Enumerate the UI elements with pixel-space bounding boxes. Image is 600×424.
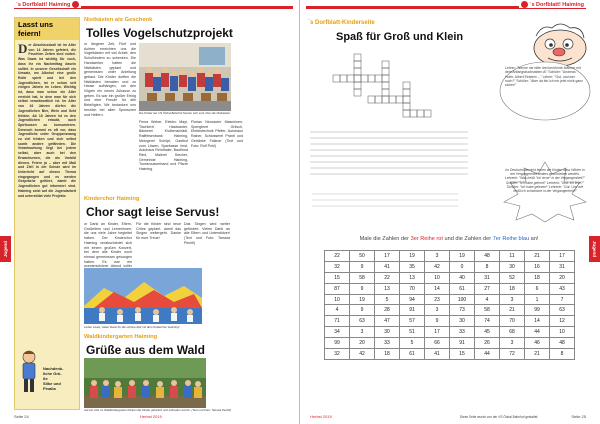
grid-cell[interactable]: 45 bbox=[475, 327, 500, 338]
grid-cell[interactable]: 58 bbox=[350, 272, 375, 283]
grid-cell[interactable]: 18 bbox=[525, 272, 550, 283]
grid-row bbox=[325, 294, 575, 305]
grid-cell[interactable]: 33 bbox=[450, 327, 475, 338]
grid-cell[interactable]: 22 bbox=[325, 251, 350, 262]
grid-cell[interactable]: 30 bbox=[500, 261, 525, 272]
issue-date-right: Herbst 2019 bbox=[310, 414, 332, 419]
grid-cell[interactable]: 9 bbox=[425, 316, 450, 327]
article2-text-col1: or Dank an Kinder, Eltern, Großeltern und Lehrerinnen, die uns viele Jahre begleitet haben. Der Kinderchor Haiming verabschiedet sich mit einem großen Konzert, bei dem alle Kinder noch einmal gemeinsam gesungen haben. Es war ein wunderschöner Abend voller bbox=[84, 222, 132, 269]
grid-cell[interactable]: 0 bbox=[450, 261, 475, 272]
grid-cell[interactable]: 50 bbox=[350, 251, 375, 262]
grid-cell[interactable]: 3 bbox=[425, 251, 450, 262]
cartoon-face-icon bbox=[530, 18, 590, 66]
kids-page-title: Spaß für Groß und Klein bbox=[336, 31, 464, 43]
grid-cell[interactable]: 68 bbox=[500, 327, 525, 338]
grid-cell[interactable]: 11 bbox=[500, 251, 525, 262]
grid-cell[interactable]: 44 bbox=[525, 327, 550, 338]
grid-cell[interactable]: 19 bbox=[450, 251, 475, 262]
grid-cell[interactable]: 4 bbox=[475, 294, 500, 305]
right-page bbox=[300, 0, 600, 424]
article1-text-col1: or längerer Zeit, Fünf und Achten erreichten uns die Vogelkästen mit viel Arbeit, den Schulkindern zu schenken. Die Handwerker hatten die Nistkästen geplant und gemeinsam unter Anleitung gebaut. Die Kinder durften die Nistkästen bemalen und zu Hause aufhängen, um den Vögeln ein neues Zuhause zu geben. Es war ein großer Erfolg und eine Freude für alle Beteiligten. Wir bedanken uns herzlich bei allen Sponsoren und Helfern. bbox=[84, 42, 136, 117]
grid-cell[interactable]: 15 bbox=[325, 272, 350, 283]
grid-cell[interactable]: 21 bbox=[500, 305, 525, 316]
article2-text-col3: Das Singen wird weiter gefördert. Vielen Dank an alle Eltern und Unterstützer! (Text und Foto: Tamara Pechtl) bbox=[184, 222, 230, 245]
grid-cell[interactable]: 18 bbox=[500, 283, 525, 294]
grid-cell[interactable]: 19 bbox=[350, 294, 375, 305]
masthead-text: ´s Dorfblatt! Haiming bbox=[16, 1, 71, 8]
article2-text-col2: Für die Kinder sind neue Chöre geplant, damit das Singen weitergeht. Danke für eure Treue! bbox=[136, 222, 181, 241]
article3-title: Grüße aus dem Wald bbox=[86, 343, 205, 357]
grid-row bbox=[325, 251, 575, 262]
grid-cell[interactable]: 15 bbox=[450, 349, 475, 360]
article1-text-col2: Firma Weber, Elektro Mayr, Tischlerei Haslwanter, Bäckerei Kluibenschädl, Raiffeisenbank Haiming, Metzgerei Schöpf, Gasthof zum Löwen, Sparkasse Imst, Autohaus Reinthaler, Baufirma Riml, Malerei Stecher, Gemeinde Haiming, Tourismusverband und Pfarre Haiming. bbox=[139, 120, 188, 172]
grid-cell[interactable]: 7 bbox=[550, 294, 575, 305]
grid-cell[interactable]: 31 bbox=[475, 272, 500, 283]
grid-cell[interactable]: 71 bbox=[325, 316, 350, 327]
grid-row bbox=[325, 349, 575, 360]
grid-cell[interactable]: 30 bbox=[450, 316, 475, 327]
grid-cell[interactable]: 43 bbox=[550, 283, 575, 294]
number-grid-instruction: Male die Zahlen der 3er Reihe rot und die Zahlen der 7er Reihe blau an! bbox=[359, 236, 539, 242]
grid-cell[interactable]: 48 bbox=[475, 251, 500, 262]
grid-cell[interactable]: 99 bbox=[525, 305, 550, 316]
article2-kicker: Kinderchor Haiming bbox=[84, 196, 140, 202]
joke-text-2: Im Deutschunterricht lernen die Kinder, dass Wörter in der Vergangenheit anders geschrieben werden. Lehrerin: "Was heißt "ich lerne" in der Vergangenheit?" Schüler: "Ich habe gelernt!" Lehrerin: "Und: ich lese?" Schüler: "Ich habe gelesen!" Lehrerin: "Gut. Und wie heißt ich schwimme in der Vergangenheit?" bbox=[504, 168, 585, 194]
grid-cell[interactable]: 12 bbox=[550, 316, 575, 327]
grid-cell[interactable]: 100 bbox=[450, 294, 475, 305]
sidebar-signature: Nachdenk- liche Grü- ße Silke und Finalia bbox=[43, 366, 64, 391]
grid-cell[interactable]: 99 bbox=[325, 338, 350, 349]
joke-text-1: Lehrer: "Nenne mir bitte drei berühmte Männer mit dem Anfangsbuchstaben A!" Schüler: "Andreas Hofer, Albert Einstein ..." Lehrer: "Gut, und wer noch?" Schüler: "Aber da bin ich mir jetzt nicht ganz sicher!" bbox=[505, 66, 583, 88]
grid-cell[interactable]: 41 bbox=[375, 261, 400, 272]
grid-cell[interactable]: 23 bbox=[425, 294, 450, 305]
grid-cell[interactable]: 10 bbox=[550, 327, 575, 338]
grid-cell[interactable]: 72 bbox=[500, 349, 525, 360]
grid-cell[interactable]: 5 bbox=[375, 294, 400, 305]
grid-row bbox=[325, 327, 575, 338]
article3-photo bbox=[84, 358, 206, 408]
kids-page-kicker: ´s Dorfblatt-Kinderseite bbox=[308, 20, 375, 26]
article3-caption: Auf ein Jahr im Waldkindergarten blicken die Kinder glücklich und zufrieden zurück. (Text und Foto: Tamara Pechtl) bbox=[84, 408, 232, 412]
article1-text-col3: Florian Neurauter Maschinen, Spenglerei Gritsch, Elektrotechnik Pfeifer, Autohaus Rainer, Schlosserei Prantl und Getränke Falkner (Text und Foto: Rolf Pohl) bbox=[191, 120, 243, 148]
grid-cell[interactable]: 9 bbox=[350, 305, 375, 316]
article2-caption: Lieber Leute, vielen Dank für die schöne Zeit mit dem Kinderchor Haiming! bbox=[84, 325, 180, 329]
grid-cell[interactable]: 30 bbox=[375, 327, 400, 338]
grid-cell[interactable]: 27 bbox=[475, 283, 500, 294]
masthead-text: ´s Dorfblatt! Haiming bbox=[529, 1, 584, 8]
sidebar-title: Lasst uns feiern! bbox=[15, 18, 79, 40]
grid-cell[interactable]: 61 bbox=[400, 349, 425, 360]
grid-cell[interactable]: 40 bbox=[450, 272, 475, 283]
grid-cell[interactable]: 63 bbox=[550, 305, 575, 316]
issue-date-left: Herbst 2019 bbox=[140, 414, 162, 419]
grid-cell[interactable]: 44 bbox=[475, 349, 500, 360]
grid-cell[interactable]: 10 bbox=[325, 294, 350, 305]
page-number-right: Seite 25 bbox=[571, 414, 586, 419]
grid-cell[interactable]: 91 bbox=[450, 338, 475, 349]
grid-cell[interactable]: 17 bbox=[425, 327, 450, 338]
grid-cell[interactable]: 13 bbox=[375, 283, 400, 294]
grid-cell[interactable]: 42 bbox=[350, 349, 375, 360]
grid-row bbox=[325, 305, 575, 316]
grid-cell[interactable]: 17 bbox=[550, 251, 575, 262]
grid-cell[interactable]: 18 bbox=[375, 349, 400, 360]
sidebar-text: Der Abschlussball ist im Alter von 14 Jahren gefeiert, die Feuchten Zeiten sind vorbei. Was Dawa ist wichtig für euch, dass ihr ein Nachmittag dasein solltet. In unserer Gesellschaft ein Umsatz, wo Alkohol eine große Rolle spielt und bei den Jugendlichen, ist er schon seit einigen Jahren im Leben. Wichtig ist, dass man schon ein Alter erreicht hat, in dem man für sich selbst verantwortlich ist. Im Alter von 16 Jahren dürfen die Jugendlichen Bier, Wein und Sekt trinken. Ab 18 Jahren ist es den Jugendlichen erlaubt, auch Spirituosen zu konsumieren. Dennoch kommt es oft vor, dass Jugendliche unter Gruppenzwang zu viel trinken und sich selbst sowie andere gefährden. Die Verantwortung liegt bei jedem selbst, aber auch bei den Erwachsenen, die als Vorbild dienen. Feiern ja – aber mit Maß und Ziel! In der Schule wird im Unterricht auf dieses Thema eingegangen und es werden Gespräche geführt, damit die Jugendlichen gut informiert sind. Haiming setzt auf die Jugendarbeit und unterstützt viele Projekte. bbox=[18, 41, 76, 198]
dropcap: D bbox=[18, 41, 28, 56]
grid-cell[interactable]: 3 bbox=[425, 305, 450, 316]
dorfblatt-logo-icon bbox=[72, 1, 79, 8]
grid-cell[interactable]: 33 bbox=[375, 338, 400, 349]
article2-title: Chor sagt leise Servus! bbox=[86, 205, 220, 219]
section-tab: Jugend bbox=[0, 236, 11, 262]
grid-cell[interactable]: 14 bbox=[525, 316, 550, 327]
grid-cell[interactable]: 51 bbox=[400, 327, 425, 338]
grid-cell[interactable]: 20 bbox=[350, 338, 375, 349]
grid-cell[interactable]: 70 bbox=[400, 283, 425, 294]
grid-cell[interactable]: 57 bbox=[400, 316, 425, 327]
grid-cell[interactable]: 20 bbox=[550, 272, 575, 283]
masthead-left bbox=[14, 1, 81, 8]
grid-cell[interactable]: 31 bbox=[550, 261, 575, 272]
article1-caption: Die Kinder der VS Ötztal-Bahnhof freuten sich sehr über die Nistkästen. bbox=[139, 111, 231, 115]
grid-cell[interactable]: 10 bbox=[425, 272, 450, 283]
grid-cell[interactable]: 9 bbox=[350, 261, 375, 272]
grid-cell[interactable]: 5 bbox=[400, 338, 425, 349]
grid-row bbox=[325, 338, 575, 349]
grid-cell[interactable]: 94 bbox=[400, 294, 425, 305]
grid-cell[interactable]: 21 bbox=[525, 349, 550, 360]
page-footnote: Diese Seite wurde von der VS Ötztal Bahnhof gestaltet. bbox=[460, 415, 539, 419]
grid-cell[interactable]: 87 bbox=[325, 283, 350, 294]
grid-cell[interactable]: 16 bbox=[525, 261, 550, 272]
grid-cell[interactable]: 3 bbox=[350, 327, 375, 338]
grid-cell[interactable]: 91 bbox=[400, 305, 425, 316]
grid-cell[interactable]: 1 bbox=[525, 294, 550, 305]
grid-cell[interactable]: 19 bbox=[400, 251, 425, 262]
grid-cell[interactable]: 8 bbox=[550, 349, 575, 360]
grid-cell[interactable]: 32 bbox=[325, 349, 350, 360]
grid-cell[interactable]: 21 bbox=[525, 251, 550, 262]
grid-cell[interactable]: 63 bbox=[350, 316, 375, 327]
grid-cell[interactable]: 3 bbox=[500, 294, 525, 305]
grid-cell[interactable]: 41 bbox=[425, 349, 450, 360]
grid-cell[interactable]: 4 bbox=[325, 305, 350, 316]
grid-cell[interactable]: 42 bbox=[425, 261, 450, 272]
masthead-right bbox=[519, 1, 586, 8]
grid-row bbox=[325, 272, 575, 283]
grid-cell[interactable]: 17 bbox=[375, 251, 400, 262]
grid-cell[interactable]: 28 bbox=[375, 305, 400, 316]
sidebar-column bbox=[14, 17, 80, 410]
article2-photo bbox=[84, 268, 202, 324]
dorfblatt-logo-icon bbox=[521, 1, 528, 8]
grid-row bbox=[325, 316, 575, 327]
grid-cell[interactable]: 6 bbox=[525, 283, 550, 294]
grid-cell[interactable]: 52 bbox=[500, 272, 525, 283]
grid-cell[interactable]: 74 bbox=[475, 316, 500, 327]
article1-photo bbox=[139, 43, 231, 111]
grid-row bbox=[325, 261, 575, 272]
grid-cell[interactable]: 35 bbox=[400, 261, 425, 272]
grid-cell[interactable]: 46 bbox=[525, 338, 550, 349]
grid-cell[interactable]: 66 bbox=[425, 338, 450, 349]
grid-row bbox=[325, 283, 575, 294]
section-tab: Jugend bbox=[589, 236, 600, 262]
grid-cell[interactable]: 3 bbox=[500, 338, 525, 349]
grid-cell[interactable]: 26 bbox=[475, 338, 500, 349]
page-number-left: Seite 24 bbox=[14, 414, 29, 419]
grid-cell[interactable]: 34 bbox=[325, 327, 350, 338]
grid-cell[interactable]: 8 bbox=[475, 261, 500, 272]
article1-kicker: Nistkästen als Geschenk bbox=[84, 17, 153, 23]
grid-cell[interactable]: 32 bbox=[325, 261, 350, 272]
article1-title: Tolles Vogelschutzprojekt bbox=[86, 26, 233, 40]
grid-cell[interactable]: 14 bbox=[425, 283, 450, 294]
grid-cell[interactable]: 58 bbox=[475, 305, 500, 316]
article3-kicker: Waldkindergarten Haiming bbox=[84, 334, 158, 340]
crossword-worksheet bbox=[308, 48, 476, 210]
grid-cell[interactable]: 22 bbox=[375, 272, 400, 283]
number-grid bbox=[324, 250, 575, 360]
grid-cell[interactable]: 70 bbox=[500, 316, 525, 327]
grid-cell[interactable]: 73 bbox=[450, 305, 475, 316]
grid-cell[interactable]: 13 bbox=[400, 272, 425, 283]
grid-cell[interactable]: 61 bbox=[450, 283, 475, 294]
grid-cell[interactable]: 48 bbox=[550, 338, 575, 349]
cartoon-figure-icon bbox=[18, 349, 40, 395]
grid-cell[interactable]: 47 bbox=[375, 316, 400, 327]
grid-cell[interactable]: 9 bbox=[350, 283, 375, 294]
